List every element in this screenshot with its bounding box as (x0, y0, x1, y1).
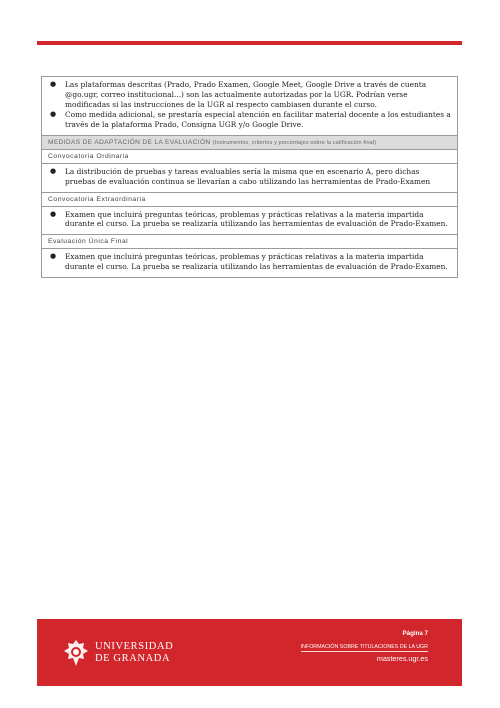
extraordinaria-label: Convocatoria Extraordinaria (42, 192, 457, 206)
bullet-icon: ● (50, 110, 57, 119)
website-link[interactable]: masteres.ugr.es (376, 654, 428, 663)
list-item-text: Examen que incluirá preguntas teóricas, problemas y prácticas relativas a la materia impartida durante el curso. La prueba se realizaría utilizando las herramientas de evaluación de Prado-Examen. (65, 209, 448, 229)
platforms-block (42, 77, 457, 135)
list-item-text: Examen que incluirá preguntas teóricas, problemas y prácticas relativas a la materia impartida durante el curso. La prueba se realizaría utilizando las herramientas de evaluación de Prado-Examen. (65, 252, 448, 271)
list-item (48, 167, 451, 187)
extraordinaria-list (48, 210, 451, 230)
list-item (48, 210, 451, 230)
section-header-subtitle: (Instrumentos, criterios y porcentajes sobre la calificación final) (212, 139, 377, 146)
ordinaria-label: Convocatoria Ordinaria (42, 149, 457, 163)
list-item (48, 110, 451, 130)
bullet-icon: ● (50, 166, 57, 175)
list-item-text: La distribución de pruebas y tareas evaluables sería la misma que en escenario A, pero dichas pruebas de evaluación continua se llevarían a cabo utilizando las herramientas de Prado-Examen (65, 166, 431, 186)
bullet-icon: ● (50, 252, 57, 261)
extraordinaria-block (42, 206, 457, 235)
platforms-list (48, 80, 451, 130)
university-name (95, 641, 173, 665)
university-name-line2: DE GRANADA (95, 653, 171, 664)
header-red-rule (37, 41, 462, 45)
footer-banner (37, 619, 462, 686)
bullet-icon: ● (50, 80, 57, 88)
university-name-line1: UNIVERSIDAD (95, 641, 174, 652)
ugr-seal-logo-icon (63, 639, 89, 667)
unica-final-block (42, 248, 457, 277)
list-item (48, 252, 451, 272)
section-header-band (42, 135, 457, 149)
list-item-text: Las plataformas descritas (Prado, Prado Examen, Google Meet, Google Drive a través de cuenta @go.ugr, correo institucional...) son las actualmente autorizadas por la UGR. Podrían verse modificadas si las instrucciones de la UGR al respecto cambiasen durante el curso. (65, 80, 427, 109)
ordinaria-block (42, 163, 457, 192)
ordinaria-list (48, 167, 451, 187)
list-item-text: Como medida adicional, se prestaría especial atención en facilitar material docente a los estudiantes a través de la plataforma Prado, Consigna UGR y/o Google Drive. (65, 110, 451, 130)
list-item (48, 80, 451, 109)
unica-final-list (48, 252, 451, 272)
evaluation-table (41, 76, 458, 278)
unica-final-label: Evaluación Única Final (42, 234, 457, 248)
bullet-icon: ● (50, 209, 57, 218)
page-number: Página 7 (402, 630, 428, 637)
info-title-link[interactable]: INFORMACIÓN SOBRE TITULACIONES DE LA UGR (300, 644, 428, 650)
section-header-title: MEDIDAS DE ADAPTACIÓN DE LA EVALUACIÓN (48, 138, 211, 146)
